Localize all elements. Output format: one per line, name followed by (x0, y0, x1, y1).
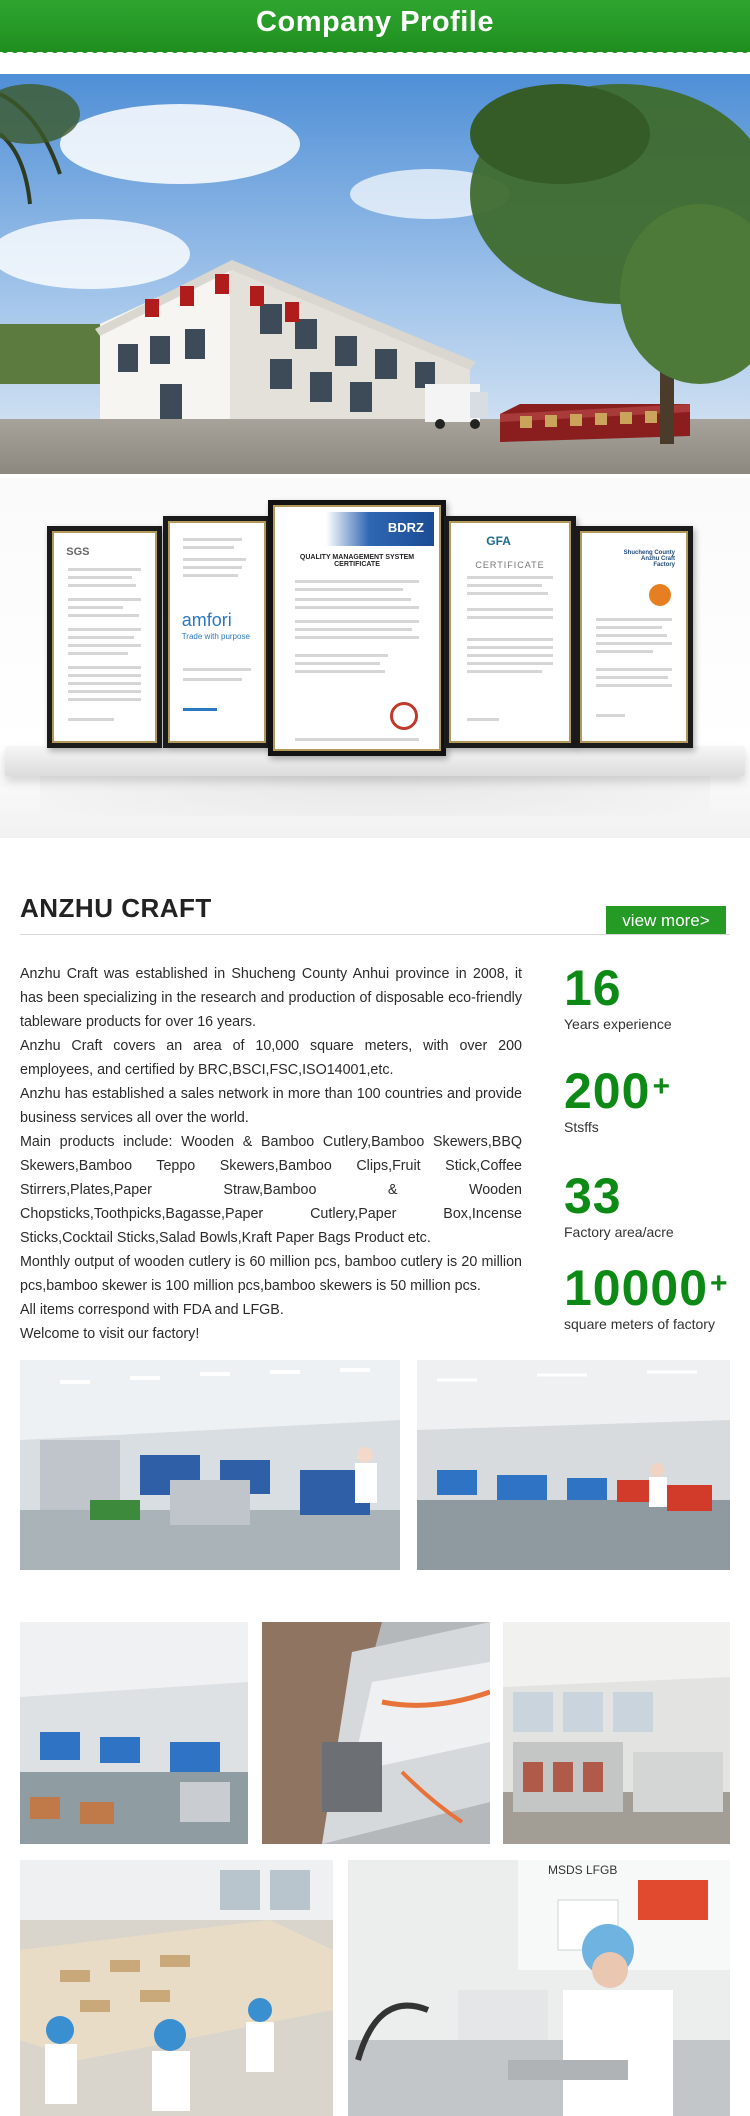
machine-closeup-photo (262, 1622, 490, 1844)
stat-value: 16 (564, 960, 622, 1016)
stat-factory-area-acre (564, 1170, 674, 1240)
description-paragraph: Anzhu Craft covers an area of 10,000 square meters, with over 200 employees, and certified by BRC,BSCI,FSC,ISO14001,etc. (20, 1038, 522, 1078)
company-name-heading: ANZHU CRAFT (20, 893, 212, 923)
gfa-certificate: GFA CERTIFICATE (444, 516, 576, 748)
bdrz-quality-certificate: BDRZ QUALITY MANAGEMENT SYSTEM CERTIFICATE (268, 500, 446, 756)
stat-years-experience (564, 962, 672, 1032)
banner-wave-decoration (0, 46, 750, 58)
production-line-photo (503, 1622, 730, 1844)
page-title: Company Profile (256, 6, 494, 38)
factory-workshop-photo (20, 1360, 400, 1570)
header-banner (0, 0, 750, 52)
amfori-certificate: amfori Trade with purpose (163, 516, 271, 748)
factory-building-photo (0, 74, 750, 474)
stat-suffix: + (652, 1070, 671, 1103)
stat-suffix: + (710, 1267, 729, 1300)
certificates-showcase (0, 478, 750, 838)
stat-factory-square-meters (564, 1262, 729, 1332)
section-divider (20, 934, 730, 935)
lab-sign-text: MSDS LFGB (548, 1863, 618, 1877)
view-more-button[interactable]: view more> (606, 906, 726, 935)
description-paragraph: Welcome to visit our factory! (20, 1326, 200, 1342)
stat-label: Years experience (564, 1016, 672, 1032)
factory-floor-photo (417, 1360, 730, 1570)
description-paragraph: All items correspond with FDA and LFGB. (20, 1302, 284, 1318)
quality-lab-photo (348, 1860, 730, 2116)
workers-sorting-photo (20, 1860, 333, 2116)
stat-label: square meters of factory (564, 1316, 715, 1332)
sgs-certificate: SGS (47, 526, 162, 748)
stat-value: 10000 (564, 1260, 709, 1316)
description-paragraph: Anzhu has established a sales network in more than 100 countries and provide business services all over the world. (20, 1086, 522, 1126)
stat-label: Factory area/acre (564, 1224, 674, 1240)
stat-value: 200 (564, 1063, 651, 1119)
anzhu-factory-certificate: Shucheng County Anzhu Craft Factory (575, 526, 693, 748)
packing-area-photo (20, 1622, 248, 1844)
stat-label: Stsffs (564, 1119, 599, 1135)
description-paragraph: Main products include: Wooden & Bamboo Cutlery,Bamboo Skewers,BBQ Skewers,Bamboo Teppo Skewers,Bamboo Clips,Fruit Stick,Coffee Stirrers,Plates,Paper Straw,Bamboo & Wooden Chopsticks,Toothpicks,Bagasse,Paper Cutlery,Paper Box,Incense Sticks,Cocktail Sticks,Salad Bowls,Kraft Paper Bags Product etc. (20, 1134, 522, 1246)
company-description (20, 962, 522, 1346)
stat-value: 33 (564, 1168, 622, 1224)
description-paragraph: Anzhu Craft was established in Shucheng County Anhui province in 2008, it has been specializing in the research and production of disposable eco-friendly tableware products for over 16 years. (20, 966, 522, 1030)
stat-staff (564, 1065, 671, 1135)
description-paragraph: Monthly output of wooden cutlery is 60 million pcs, bamboo cutlery is 20 million pcs,bamboo skewer is 100 million pcs,bamboo skewers is 50 million pcs. (20, 1254, 522, 1294)
